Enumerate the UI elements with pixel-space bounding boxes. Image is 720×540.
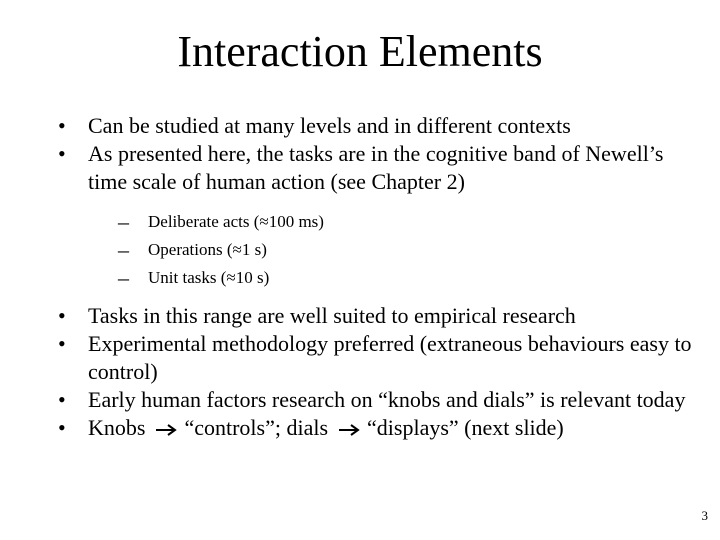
dash-marker: – bbox=[118, 265, 129, 290]
bullet-text-displays: “displays” (next slide) bbox=[367, 415, 564, 440]
bullet-marker: • bbox=[58, 331, 66, 356]
bullet-item bbox=[58, 302, 698, 330]
dash-marker: – bbox=[118, 237, 129, 262]
bullet-text: Tasks in this range are well suited to empirical research bbox=[88, 303, 576, 328]
bullet-item bbox=[58, 386, 698, 414]
sub-bullet-item bbox=[118, 236, 698, 264]
sub-bullet-text: Deliberate acts (≈100 ms) bbox=[148, 212, 324, 231]
sub-bullet-item bbox=[118, 264, 698, 292]
right-arrow-icon bbox=[338, 423, 360, 437]
bullet-marker: • bbox=[58, 141, 66, 166]
dash-marker: – bbox=[118, 209, 129, 234]
bullet-text-controls: “controls”; dials bbox=[184, 415, 329, 440]
bullet-marker: • bbox=[58, 113, 66, 138]
bullet-text-knobs: Knobs bbox=[88, 415, 146, 440]
bullet-marker: • bbox=[58, 303, 66, 328]
sub-bullet-text: Unit tasks (≈10 s) bbox=[148, 268, 270, 287]
bullet-item bbox=[58, 330, 698, 386]
bullet-item bbox=[58, 140, 698, 292]
bullet-text: Experimental methodology preferred (extraneous behaviours easy to control) bbox=[88, 331, 692, 384]
sub-bullet-text: Operations (≈1 s) bbox=[148, 240, 267, 259]
sub-bullet-item bbox=[118, 208, 698, 236]
page-number: 3 bbox=[701, 508, 708, 523]
bullet-item bbox=[58, 414, 698, 442]
bullet-text: Can be studied at many levels and in different contexts bbox=[88, 113, 571, 138]
bullet-item bbox=[58, 112, 698, 140]
bullet-list bbox=[58, 112, 698, 442]
bullet-marker: • bbox=[58, 387, 66, 412]
right-arrow-icon bbox=[155, 423, 177, 437]
slide-title: Interaction Elements bbox=[177, 27, 543, 76]
bullet-marker: • bbox=[58, 415, 66, 440]
bullet-text: Early human factors research on “knobs and dials” is relevant today bbox=[88, 387, 686, 412]
sub-bullet-list bbox=[88, 208, 698, 292]
bullet-text: As presented here, the tasks are in the cognitive band of Newell’s time scale of human action (see Chapter 2) bbox=[88, 141, 664, 194]
